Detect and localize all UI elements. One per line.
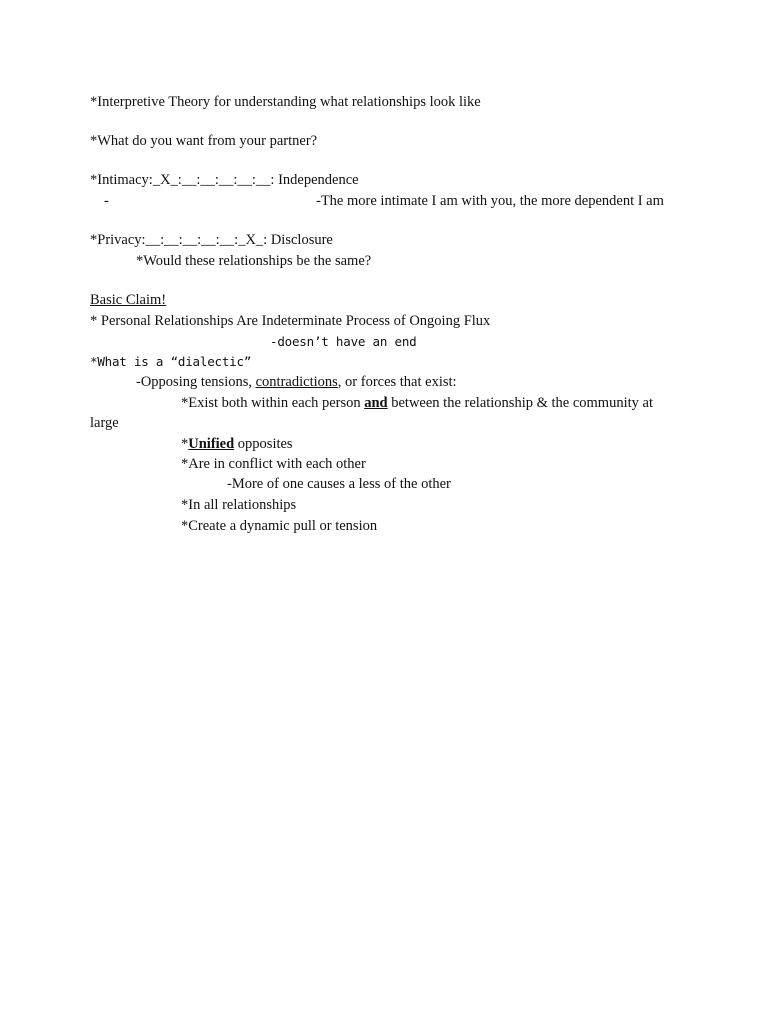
unified-star: * [181,436,189,452]
conflict-note: -More of one causes a less of the other [227,476,451,492]
dash-marker: - [104,193,109,209]
privacy-question: *Would these relationships be the same? [136,253,372,269]
intimacy-note: -The more intimate I am with you, the more dependent I am [316,193,664,209]
exist-wrap: large [90,415,119,431]
basic-claim-heading: Basic Claim! [90,292,167,308]
contradictions-word: contradictions [255,374,338,390]
intimacy-scale: *Intimacy:_X_:__:__:__:__:__: Independence [90,172,359,188]
unified-word: Unified [188,436,235,452]
all-relationships-line: *In all relationships [181,497,297,513]
claim-text: * Personal Relationships Are Indeterminate Process of Ongoing Flux [90,313,491,329]
unified-line [181,435,293,453]
opposing-line [136,373,457,391]
opposing-prefix: -Opposing tensions, [136,374,256,390]
exist-line [181,394,653,412]
partner-question: *What do you want from your partner? [90,133,318,149]
opposing-suffix: , or forces that exist: [337,374,457,390]
and-word: and [364,395,388,411]
dialectic-question: *What is a “dialectic” [90,354,252,369]
claim-note: -doesn’t have an end [270,334,417,349]
conflict-line: *Are in conflict with each other [181,456,366,472]
dynamic-pull-line: *Create a dynamic pull or tension [181,518,378,534]
exist-suffix: between the relationship & the community at [387,395,653,411]
theory-line: *Interpretive Theory for understanding what relationships look like [90,94,481,110]
unified-suffix: opposites [234,436,293,452]
exist-prefix: *Exist both within each person [181,395,365,411]
privacy-scale: *Privacy:__:__:__:__:__:_X_: Disclosure [90,232,333,248]
